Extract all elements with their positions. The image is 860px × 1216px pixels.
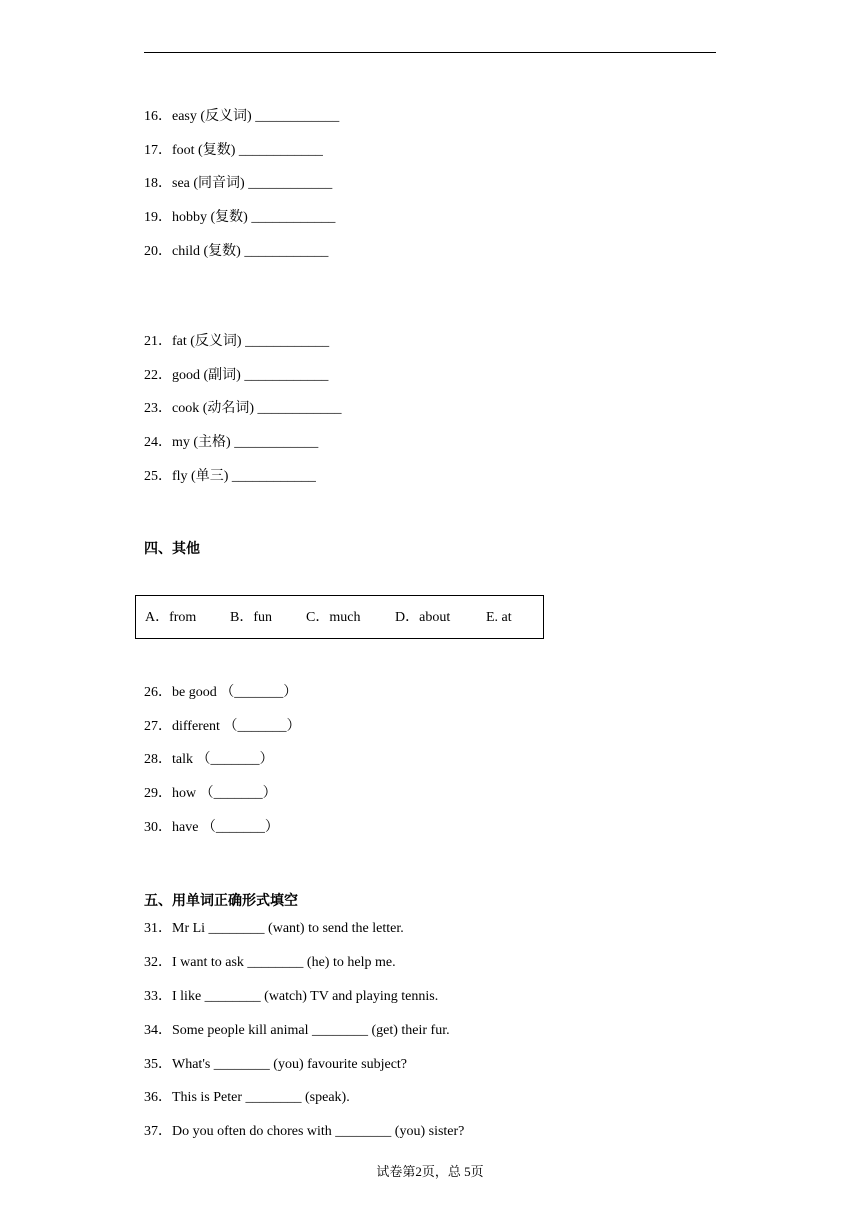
option-e: E. at <box>486 610 512 625</box>
question-35: 35．What's ________ (you) favourite subject? <box>144 1057 408 1072</box>
question-24: 24．my (主格) ____________ <box>144 435 319 450</box>
question-34: 34．Some people kill animal ________ (get) their fur. <box>144 1023 450 1038</box>
question-33: 33．I like ________ (watch) TV and playing tennis. <box>144 989 439 1004</box>
page-footer: 试卷第2页，总 5页 <box>376 1164 484 1179</box>
question-16: 16．easy (反义词) ____________ <box>144 109 340 124</box>
question-19: 19．hobby (复数) ____________ <box>144 210 336 225</box>
question-25: 25．fly (单三) ____________ <box>144 469 316 484</box>
question-27: 27．different （_______） <box>144 719 301 734</box>
question-31: 31．Mr Li ________ (want) to send the letter. <box>144 921 404 936</box>
question-23: 23．cook (动名词) ____________ <box>144 401 342 416</box>
question-36: 36．This is Peter ________ (speak). <box>144 1090 350 1105</box>
question-18: 18．sea (同音词) ____________ <box>144 176 333 191</box>
question-32: 32．I want to ask ________ (he) to help me. <box>144 955 396 970</box>
section-4-heading: 四、其他 <box>144 541 200 557</box>
question-20: 20．child (复数) ____________ <box>144 244 329 259</box>
question-28: 28．talk （_______） <box>144 752 274 767</box>
header-rule <box>144 52 716 53</box>
question-26: 26．be good （_______） <box>144 685 298 700</box>
question-30: 30．have （_______） <box>144 820 279 835</box>
word-options-box <box>135 595 544 639</box>
question-29: 29．how （_______） <box>144 786 277 801</box>
question-21: 21．fat (反义词) ____________ <box>144 334 330 349</box>
question-37: 37．Do you often do chores with ________ (you) sister? <box>144 1124 465 1139</box>
section-5-heading: 五、用单词正确形式填空 <box>144 893 298 909</box>
option-a: A．from <box>145 610 197 625</box>
question-22: 22．good (副词) ____________ <box>144 368 329 383</box>
question-17: 17．foot (复数) ____________ <box>144 143 323 158</box>
option-b: B．fun <box>230 610 272 625</box>
option-c: C．much <box>306 610 361 625</box>
option-d: D．about <box>395 610 451 625</box>
